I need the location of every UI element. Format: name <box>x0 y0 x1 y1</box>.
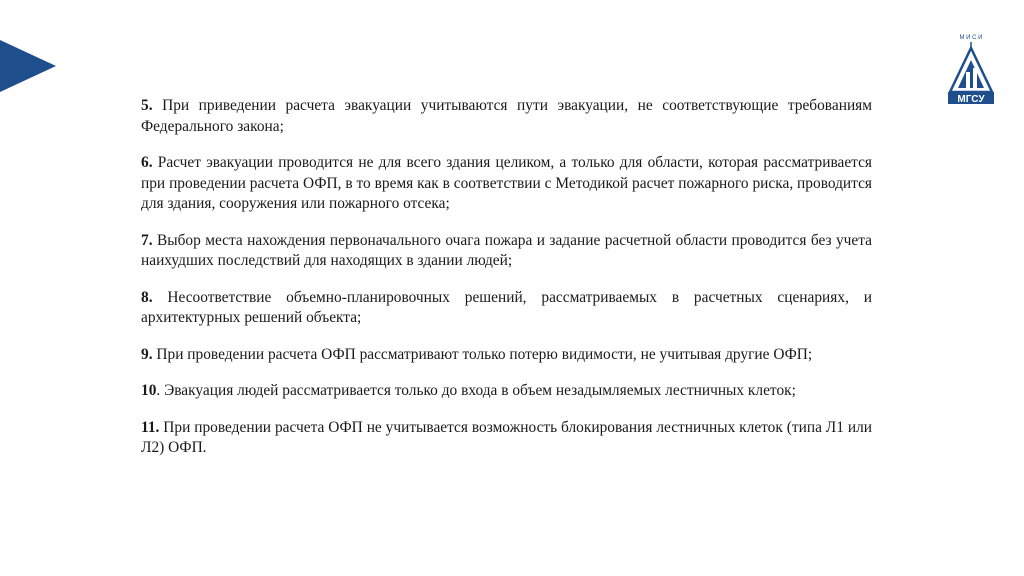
item-text: При проведении расчета ОФП не учитывается возможность блокирования лестничных клеток (типа Л1 или Л2) ОФП. <box>141 418 872 456</box>
item-text: При приведении расчета эвакуации учитываются пути эвакуации, не соответствующие требованиям Федерального закона; <box>141 97 872 135</box>
item-number: 7. <box>141 231 153 249</box>
list-item <box>141 231 872 272</box>
list-item <box>141 418 872 459</box>
list-item <box>141 381 872 402</box>
item-number: 5. <box>141 97 153 114</box>
item-number: 10 <box>141 382 157 399</box>
logo-text: МГСУ <box>957 94 985 105</box>
list-item <box>141 153 872 215</box>
item-text: . Эвакуация людей рассматривается только до входа в объем незадымляемых лестничных клеток; <box>156 382 796 399</box>
list-item <box>141 96 872 137</box>
next-slide-arrow-icon[interactable] <box>0 40 56 92</box>
item-number: 6. <box>141 154 153 171</box>
document-body <box>141 96 872 475</box>
list-item <box>141 288 872 329</box>
list-item <box>141 345 872 366</box>
item-text: Выбор места нахождения первоначального очага пожара и задание расчетной области проводится без учета наихудших последствий для находящих в здании людей; <box>141 231 872 269</box>
mgsu-logo-icon <box>944 30 998 106</box>
item-number: 11. <box>141 418 160 436</box>
item-text: Расчет эвакуации проводится не для всего здания целиком, а только для области, которая рассматривается при проведении расчета ОФП, в то время как в соответствии с Методикой расчет пожарного риска, проводится для здания, сооружения или пожарного отсека; <box>141 154 872 212</box>
item-number: 9. <box>141 345 153 363</box>
item-text: При проведении расчета ОФП рассматривают только потерю видимости, не учитывая другие ОФП; <box>152 345 813 363</box>
item-number: 8. <box>141 288 153 306</box>
item-text: Несоответствие объемно-планировочных решений, рассматриваемых в расчетных сценариях, и архитектурных решений объекта; <box>141 288 872 326</box>
logo-top-letters: М И С И <box>959 35 983 41</box>
